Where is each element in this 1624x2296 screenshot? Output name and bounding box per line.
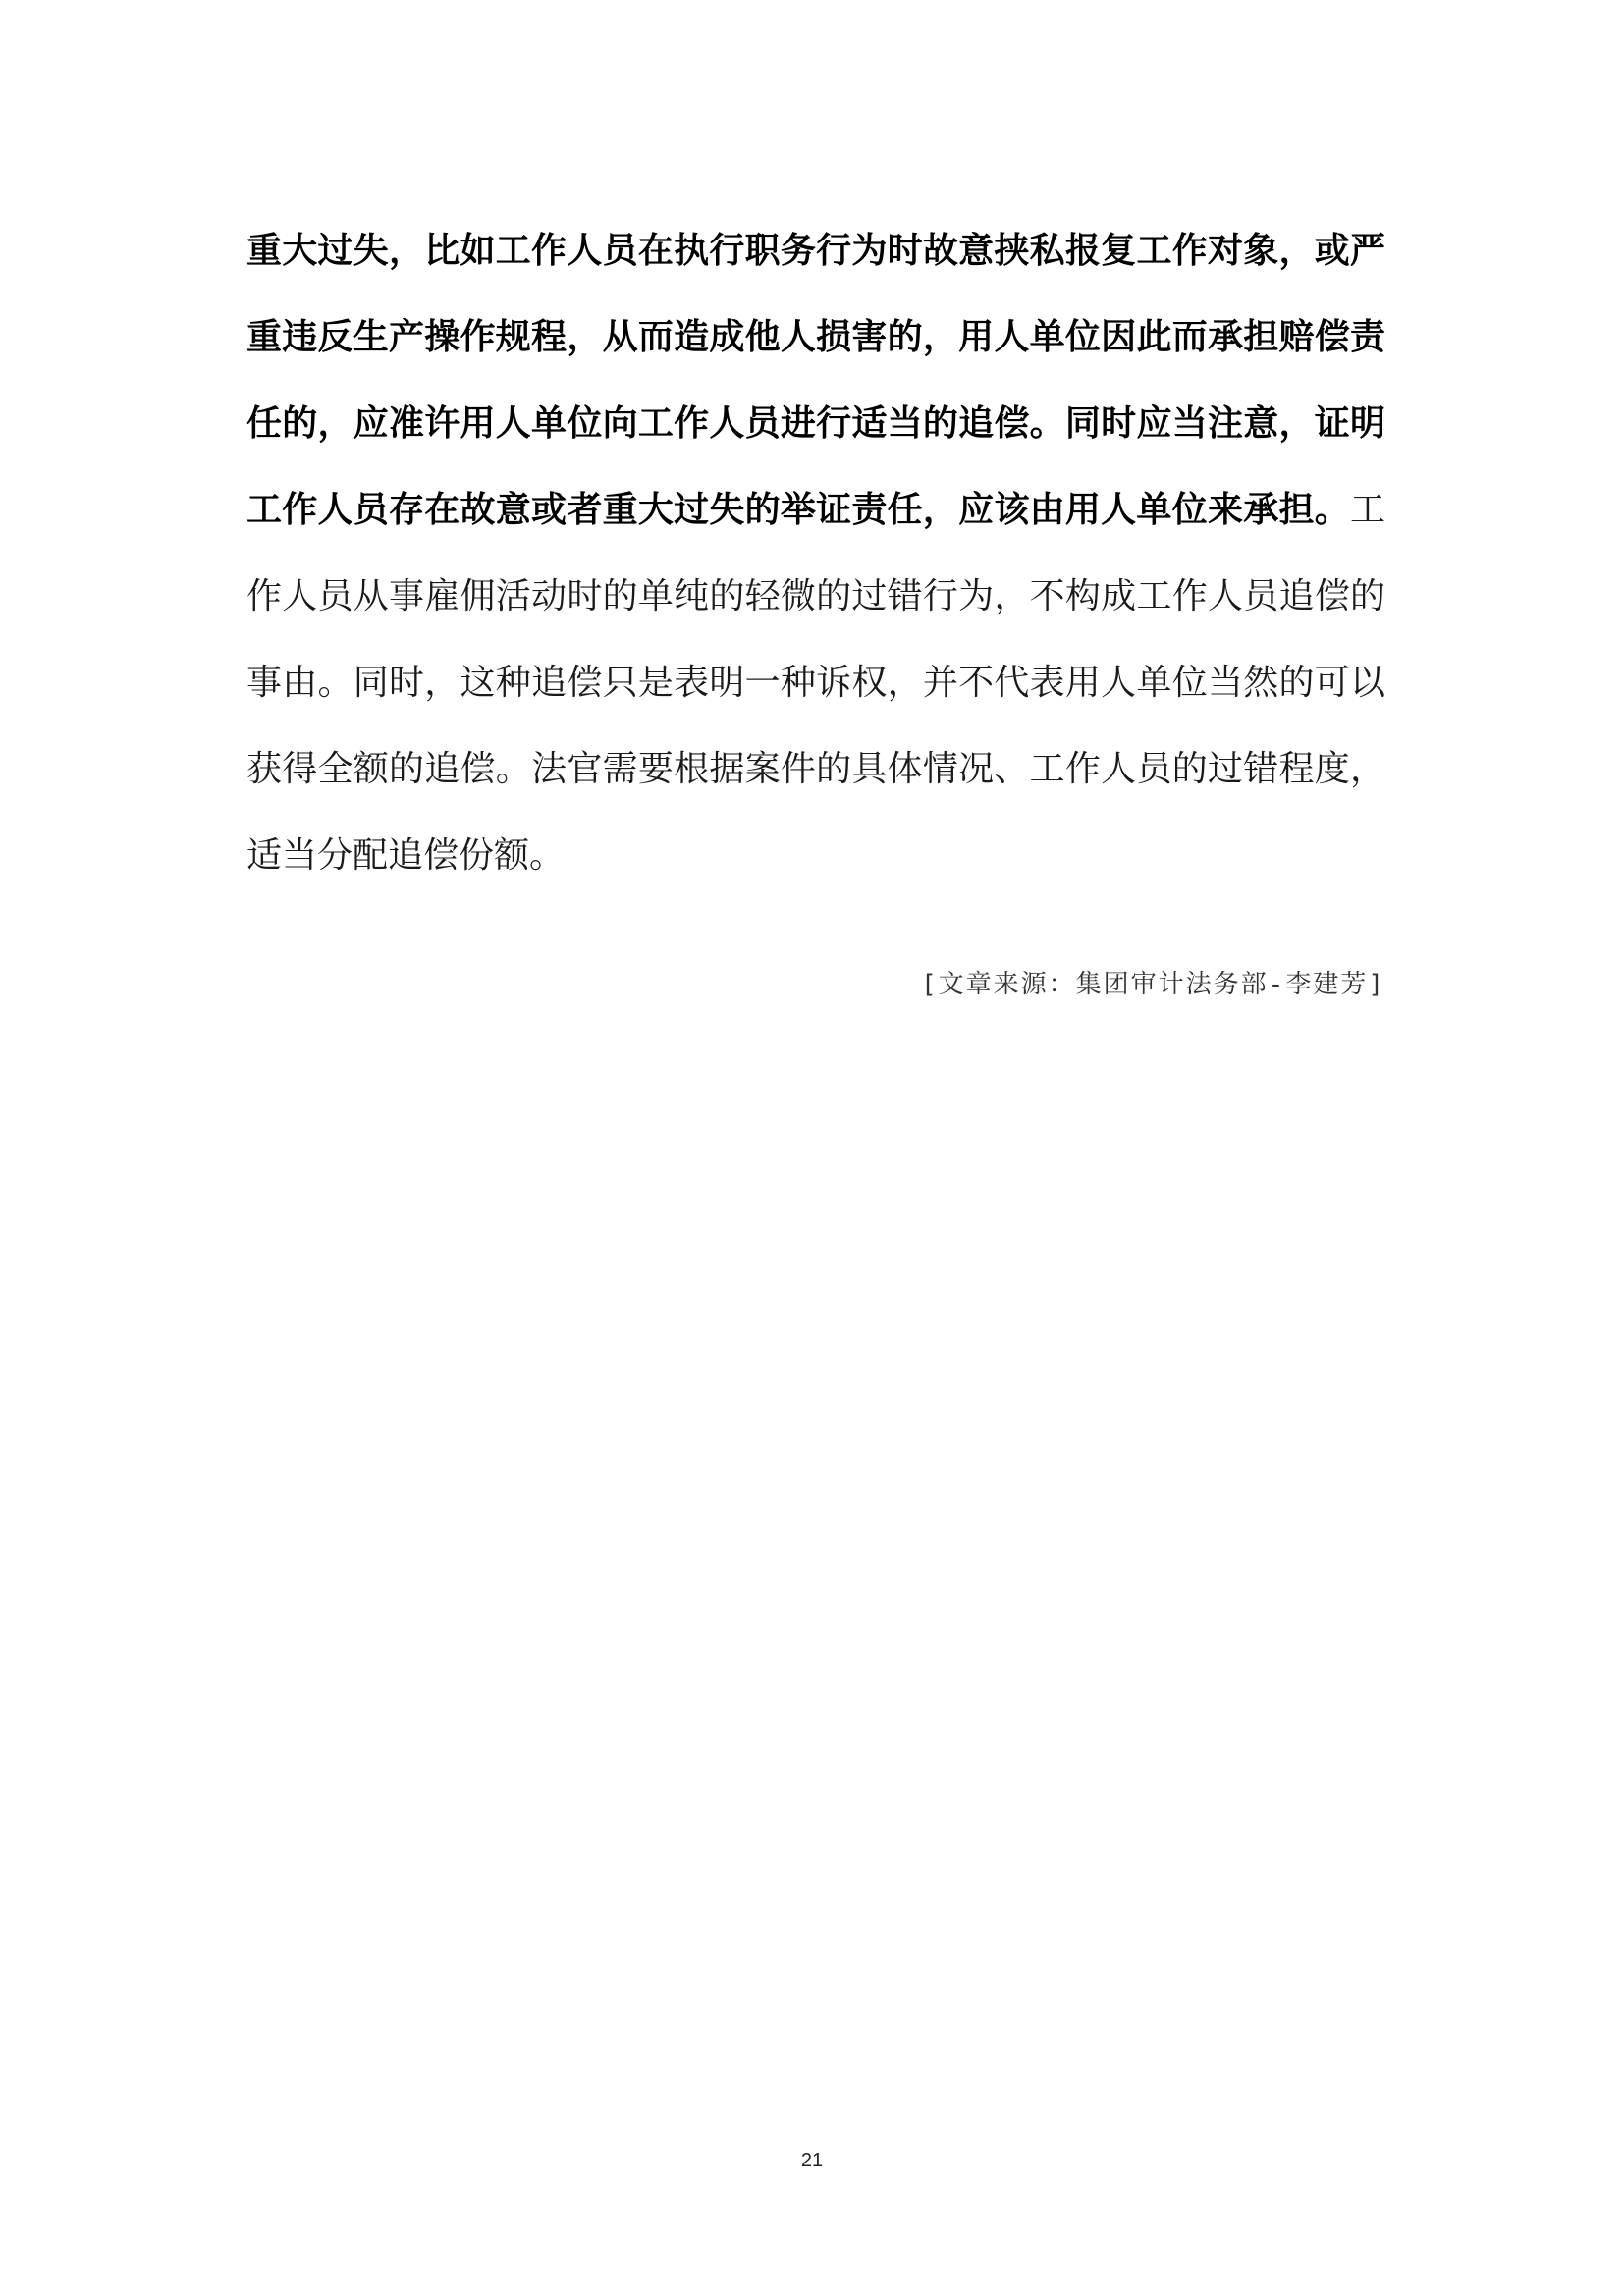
article-source-note: [文章来源：集团审计法务部-李建芳] [921,970,1385,999]
body-paragraph [246,208,1385,899]
regular-text-run: 工作人员从事雇佣活动时的单纯的轻微的过错行为，不构成工作人员追偿的事由。同时，这种追偿只是表明一种诉权，并不代表用人单位当然的可以获得全额的追偿。法官需要根据案件的具体情况、工作人员的过错程度，适当分配追偿份额。 [246,490,1385,876]
bold-text-run: 重大过失，比如工作人员在执行职务行为时故意挟私报复工作对象，或严重违反生产操作规程，从而造成他人损害的，用人单位因此而承担赔偿责任的，应准许用人单位向工作人员进行适当的追偿。同时应当注意，证明工作人员存在故意或者重大过失的举证责任，应该由用人单位来承担。 [246,231,1385,530]
page-number: 21 [800,2150,824,2171]
